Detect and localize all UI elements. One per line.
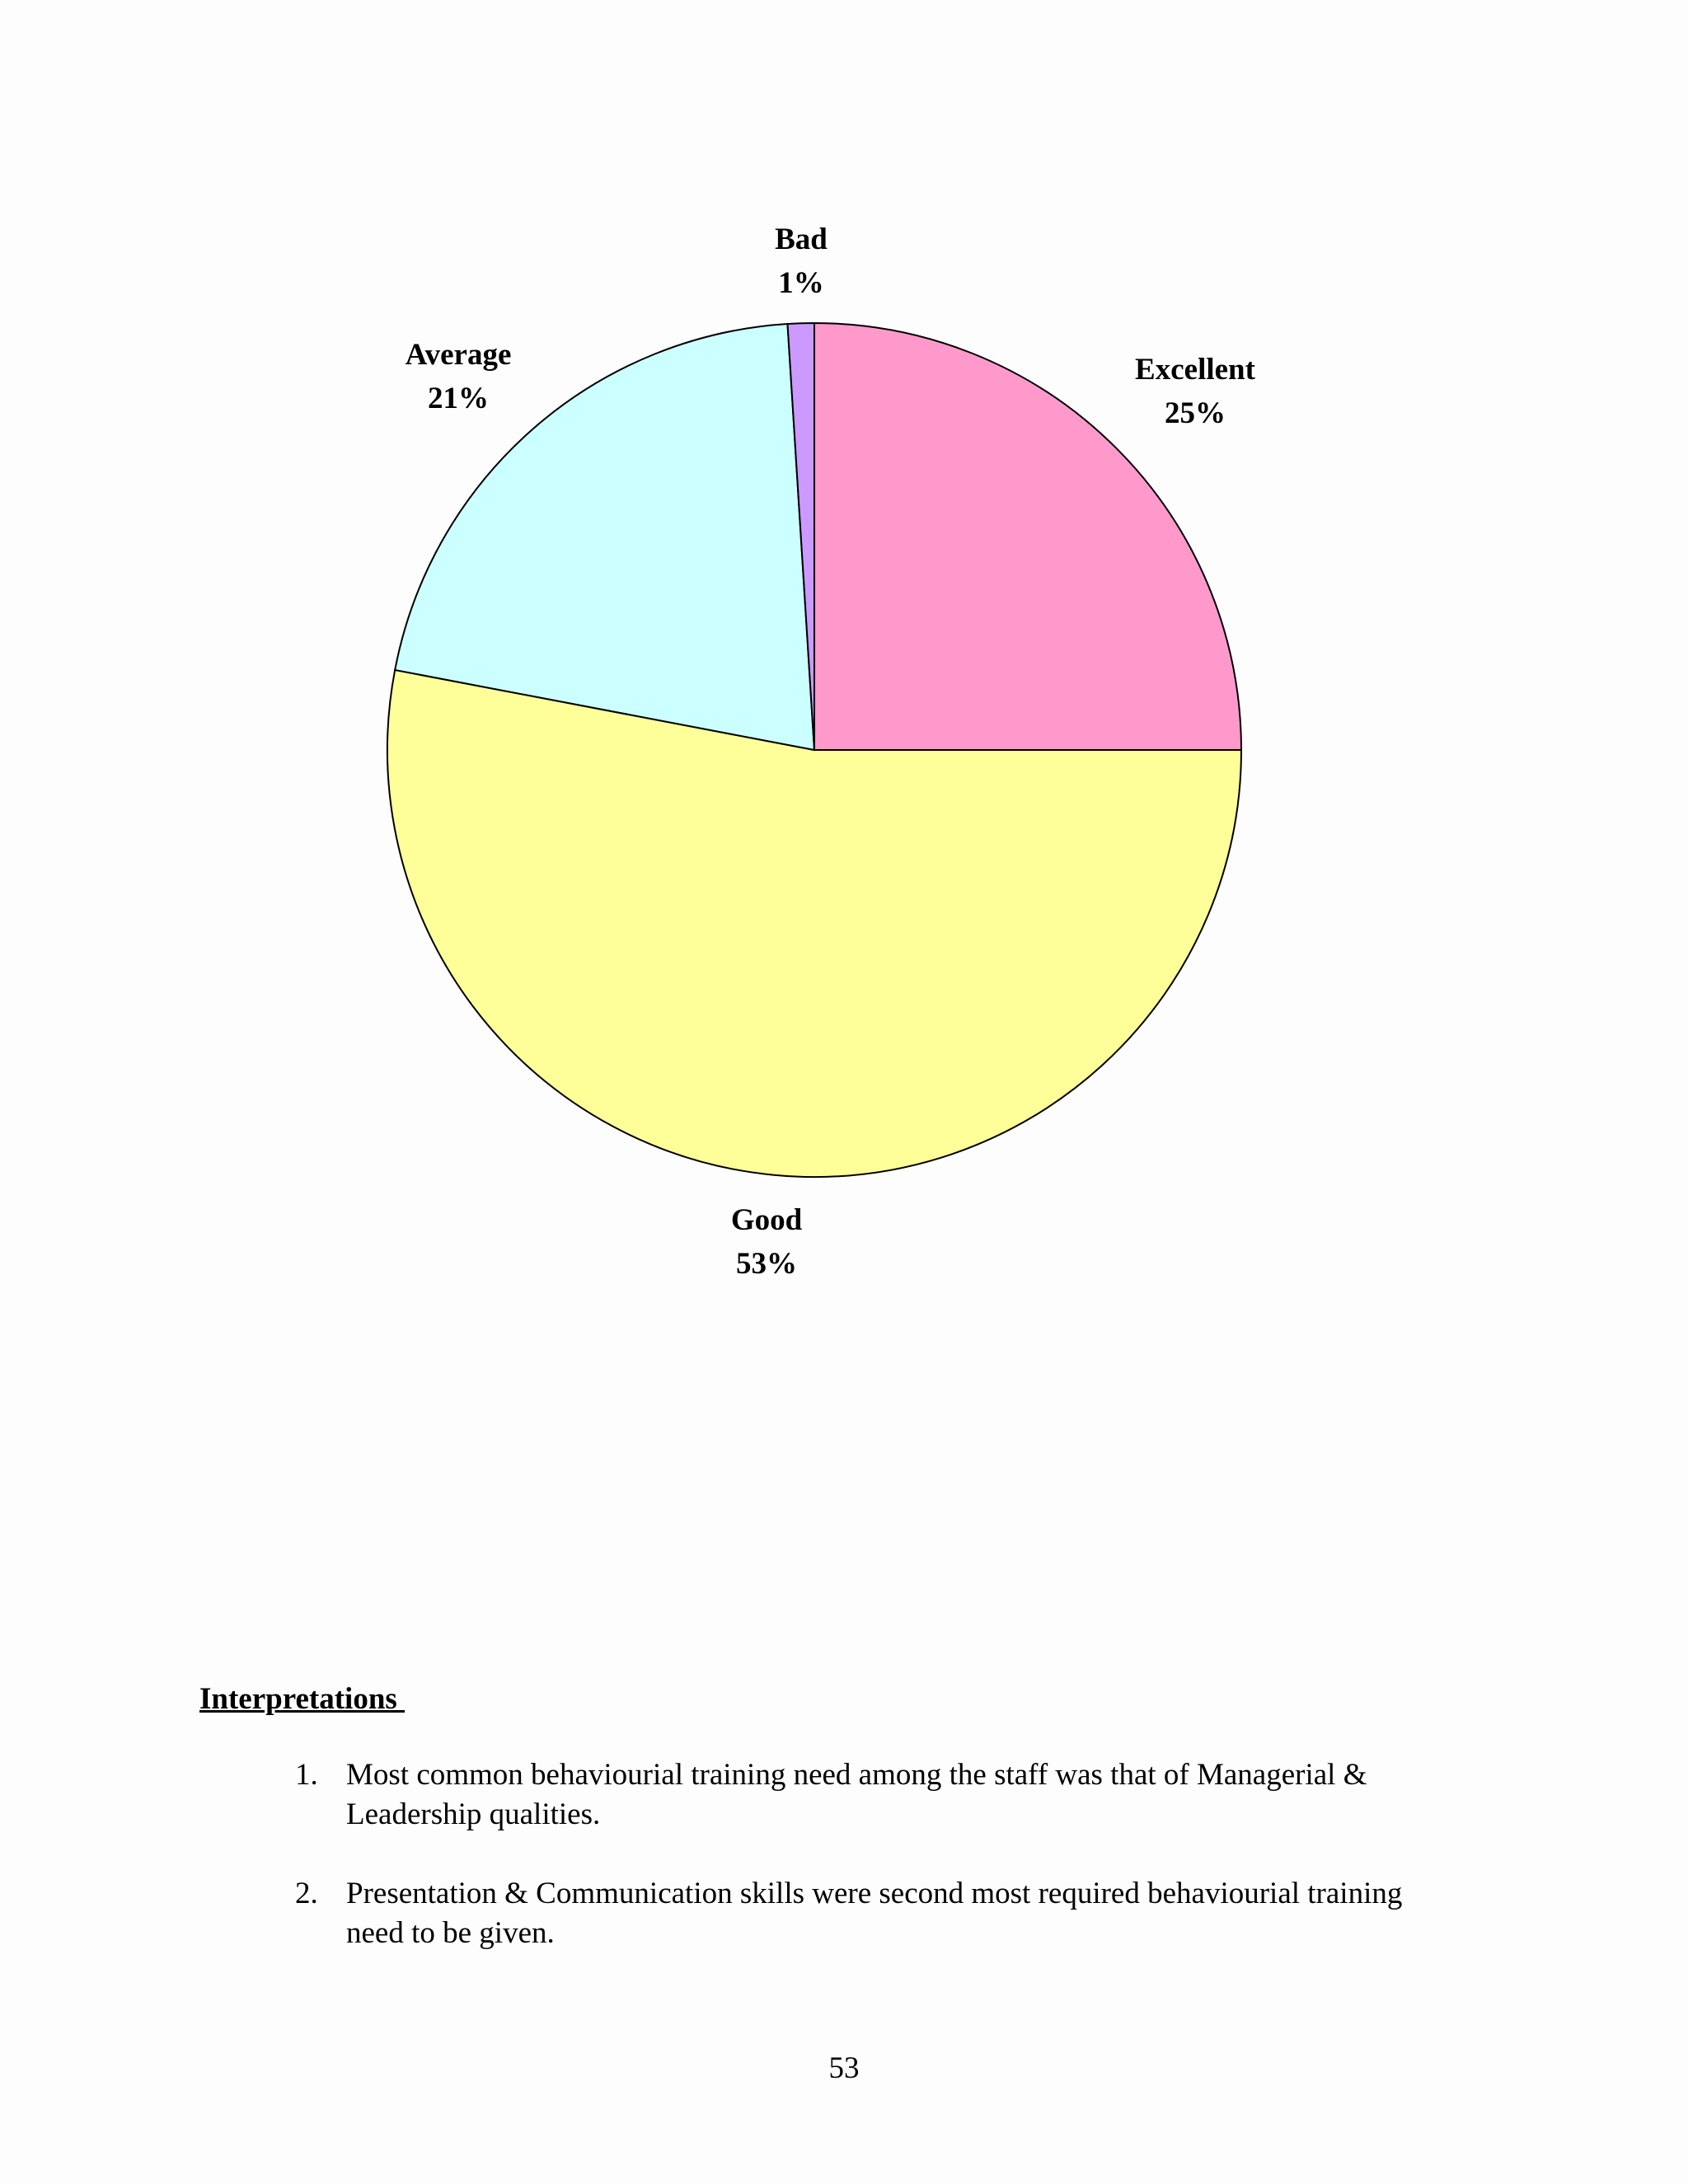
slice-value-average: 21%: [428, 382, 489, 415]
list-item: [295, 1755, 1449, 1835]
slice-label-good: Good: [730, 1203, 803, 1237]
slice-value-bad: 1%: [778, 266, 824, 300]
pie-slices: [387, 323, 1241, 1177]
slice-label-average: Average: [405, 338, 512, 372]
slice-label-excellent: Excellent: [1135, 353, 1255, 387]
interpretations-list: [295, 1755, 1449, 1993]
slice-value-good: 53%: [736, 1247, 797, 1281]
list-item-number: 2.: [295, 1877, 318, 1910]
list-item-text: Presentation & Communication skills were second most required behaviourial training need to be given.: [346, 1877, 1403, 1950]
list-item: [295, 1874, 1449, 1953]
interpretations-heading: Interpretations: [199, 1682, 406, 1716]
pie-slice-excellent: [814, 323, 1241, 750]
list-item-text: Most common behaviourial training need among the staff was that of Managerial & Leadership qualities.: [346, 1758, 1367, 1831]
page-number: 53: [828, 2051, 860, 2085]
slice-value-excellent: 25%: [1165, 396, 1226, 430]
slice-label-bad: Bad: [775, 223, 828, 256]
list-item-number: 1.: [295, 1758, 318, 1792]
